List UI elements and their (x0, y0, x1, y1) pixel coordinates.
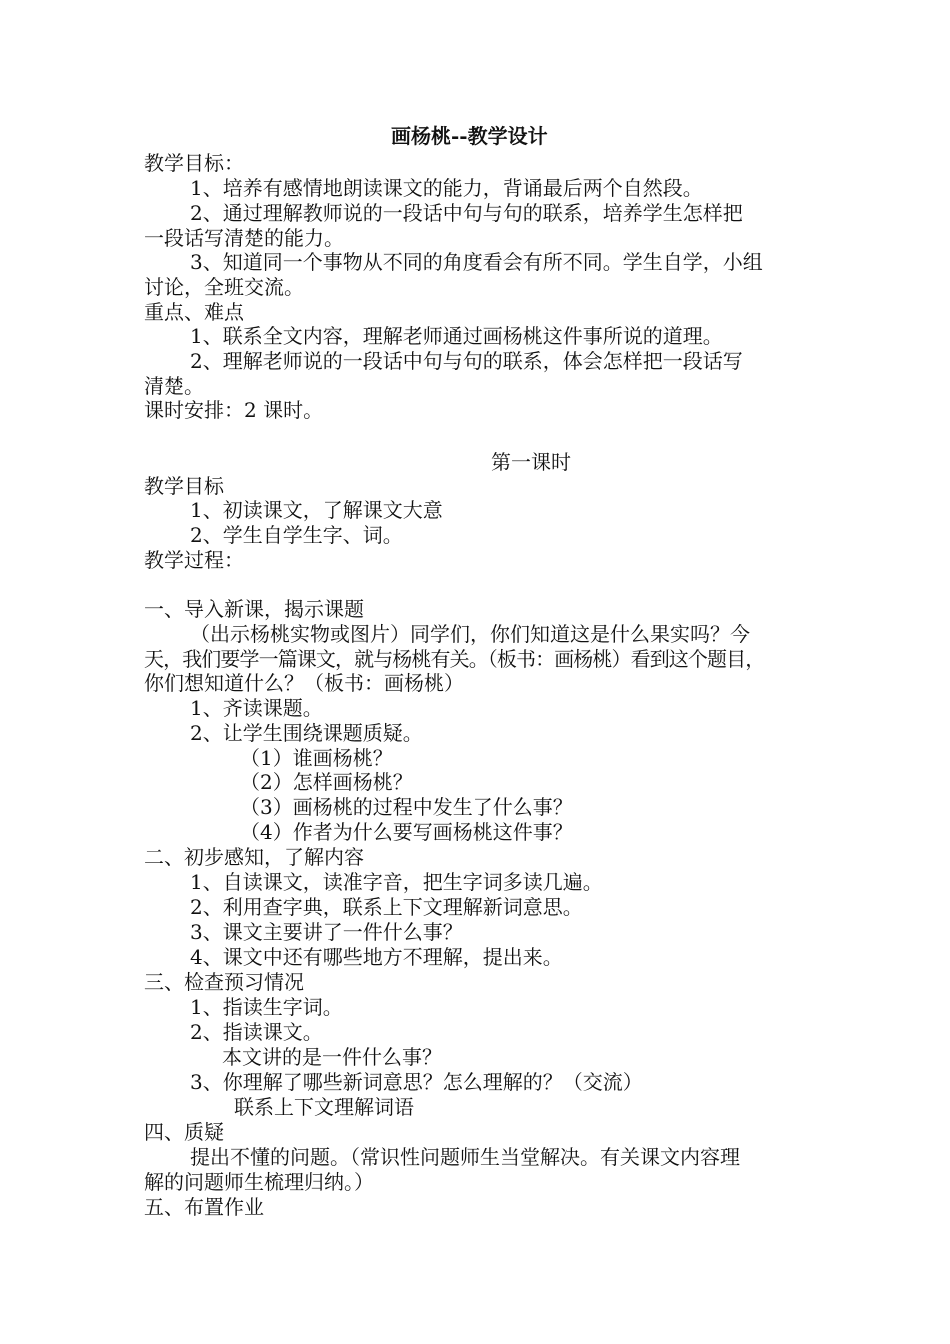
text-line: 天，我们要学一篇课文，就与杨桃有关。（板书：画杨桃）看到这个题目， (144, 647, 765, 671)
text-line: 1、初读课文，了解课文大意 (190, 498, 443, 522)
text-line: 提出不懂的问题。（常识性问题师生当堂解决。有关课文内容理 (190, 1145, 740, 1169)
text-line: 课时安排：2 课时。 (144, 398, 324, 422)
text-line: 2、学生自学生字、词。 (190, 523, 403, 547)
text-line: （出示杨桃实物或图片）同学们，你们知道这是什么果实吗？今 (190, 622, 750, 646)
text-line: 1、齐读课题。 (190, 696, 323, 720)
lesson-heading: 第一课时 (491, 450, 571, 474)
text-line: 清楚。 (144, 374, 204, 398)
text-line: 本文讲的是一件什么事？ (222, 1045, 442, 1069)
section-heading: 四、质疑 (144, 1120, 224, 1144)
list-item: （4）作者为什么要写画杨桃这件事？ (240, 820, 573, 844)
text-line: 2、利用查字典，联系上下文理解新词意思。 (190, 895, 583, 919)
document-title: 画杨桃--教学设计 (391, 124, 548, 148)
text-line: 1、培养有感情地朗读课文的能力，背诵最后两个自然段。 (190, 176, 703, 200)
text-line: 讨论，全班交流。 (144, 275, 304, 299)
text-line: 3、课文主要讲了一件什么事？ (190, 920, 463, 944)
list-item: （1）谁画杨桃？ (240, 746, 393, 770)
text-line: 教学目标： (144, 151, 244, 175)
section-heading: 三、检查预习情况 (144, 970, 304, 994)
text-line: 解的问题师生梳理归纳。） (144, 1170, 374, 1194)
section-heading: 一、导入新课，揭示课题 (144, 597, 364, 621)
text-line: 3、你理解了哪些新词意思？怎么理解的？（交流） (190, 1070, 643, 1094)
text-line: 一段话写清楚的能力。 (144, 226, 344, 250)
text-line: 2、通过理解教师说的一段话中句与句的联系，培养学生怎样把 (190, 201, 743, 225)
list-item: （2）怎样画杨桃？ (240, 770, 413, 794)
text-line: 4、课文中还有哪些地方不理解，提出来。 (190, 945, 563, 969)
text-line: 1、联系全文内容，理解老师通过画杨桃这件事所说的道理。 (190, 324, 723, 348)
text-line: 2、指读课文。 (190, 1020, 323, 1044)
section-heading: 重点、难点 (144, 300, 244, 324)
section-heading: 五、布置作业 (144, 1195, 264, 1219)
text-line: 你们想知道什么？（板书：画杨桃） (144, 671, 464, 695)
text-line: 2、让学生围绕课题质疑。 (190, 721, 423, 745)
section-heading: 教学过程： (144, 548, 244, 572)
section-heading: 二、初步感知，了解内容 (144, 845, 364, 869)
text-line: 联系上下文理解词语 (234, 1095, 414, 1119)
text-line: 1、指读生字词。 (190, 995, 343, 1019)
section-heading: 教学目标 (144, 474, 224, 498)
text-line: 3、知道同一个事物从不同的角度看会有所不同。学生自学，小组 (190, 250, 763, 274)
text-line: 2、理解老师说的一段话中句与句的联系，体会怎样把一段话写 (190, 349, 743, 373)
text-line: 1、自读课文，读准字音，把生字词多读几遍。 (190, 870, 603, 894)
list-item: （3）画杨桃的过程中发生了什么事？ (240, 795, 573, 819)
